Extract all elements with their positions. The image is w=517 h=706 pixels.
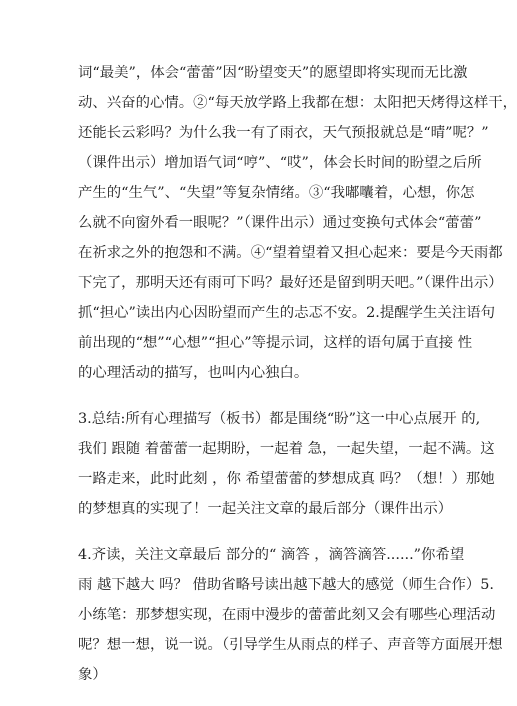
paragraph-2-line-1: 3.总结:所有心理描写（板书）都是围绕“盼”这一中心点展开 的, xyxy=(78,411,481,427)
paragraph-1-line-9: 抓“担心”读出内心因盼望而产生的忐忑不安。2.提醒学生关注语句 xyxy=(78,305,495,321)
paragraph-3-line-2: 雨 越下越大 吗？ 借助省略号读出越下越大的感觉（师生合作）5. xyxy=(78,577,495,593)
paragraph-1-line-11: 的心理活动的描写，也叫内心独白。 xyxy=(78,365,309,381)
paragraph-1-line-10: 前出现的“想”“心想”“担心”等提示词，这样的语句属于直接 性 xyxy=(78,335,473,351)
paragraph-1-line-6: 么就不向窗外看一眼呢？”（课件出示）通过变换句式体会“蕾蕾” xyxy=(78,215,482,231)
paragraph-3-line-1: 4.齐读，关注文章最后 部分的“ 滴答 ，滴答滴答......”你希望 xyxy=(78,547,465,563)
paragraph-3-line-3: 小练笔：那梦想实现，在雨中漫步的蕾蕾此刻又会有哪些心理活动 xyxy=(78,607,496,623)
paragraph-3-line-5: 象） xyxy=(78,667,107,683)
paragraph-1-line-1: 词“最美”，体会“蕾蕾”因“盼望变天”的愿望即将实现而无比激 xyxy=(78,65,468,81)
paragraph-1-line-4: （课件出示）增加语气词“哼”、“哎”，体会长时间的盼望之后所 xyxy=(78,155,482,171)
paragraph-2-line-2: 我们 跟随 着蕾蕾一起期盼，一起着 急，一起失望，一起不满。这 xyxy=(78,441,495,457)
paragraph-1-line-5: 产生的“生气”、“失望”等复杂情绪。③“我嘟囔着，心想，你怎 xyxy=(78,185,475,201)
paragraph-1-line-8: 下完了，那明天还有雨可下吗？最好还是留到明天吧。”（课件出示） xyxy=(78,275,503,291)
paragraph-1-line-3: 还能长云彩吗？为什么我一有了雨衣，天气预报就总是“晴”呢？” xyxy=(78,125,489,141)
paragraph-3-line-4: 呢？想一想，说一说。（引导学生从雨点的样子、声音等方面展开想 xyxy=(78,637,503,653)
paragraph-1-line-2: 动、兴奋的心情。②“每天放学路上我都在想：太阳把天烤得这样干， xyxy=(78,95,517,111)
paragraph-2-line-3: 一路走来，此时此刻 ，你 希望蕾蕾的梦想成真 吗？（想！）那她 xyxy=(78,471,495,487)
paragraph-2-line-4: 的梦想真的实现了！一起关注文章的最后部分（课件出示） xyxy=(78,501,453,517)
paragraph-1-line-7: 在祈求之外的抱怨和不满。④“望着望着又担心起来：要是今天雨都 xyxy=(78,245,503,261)
